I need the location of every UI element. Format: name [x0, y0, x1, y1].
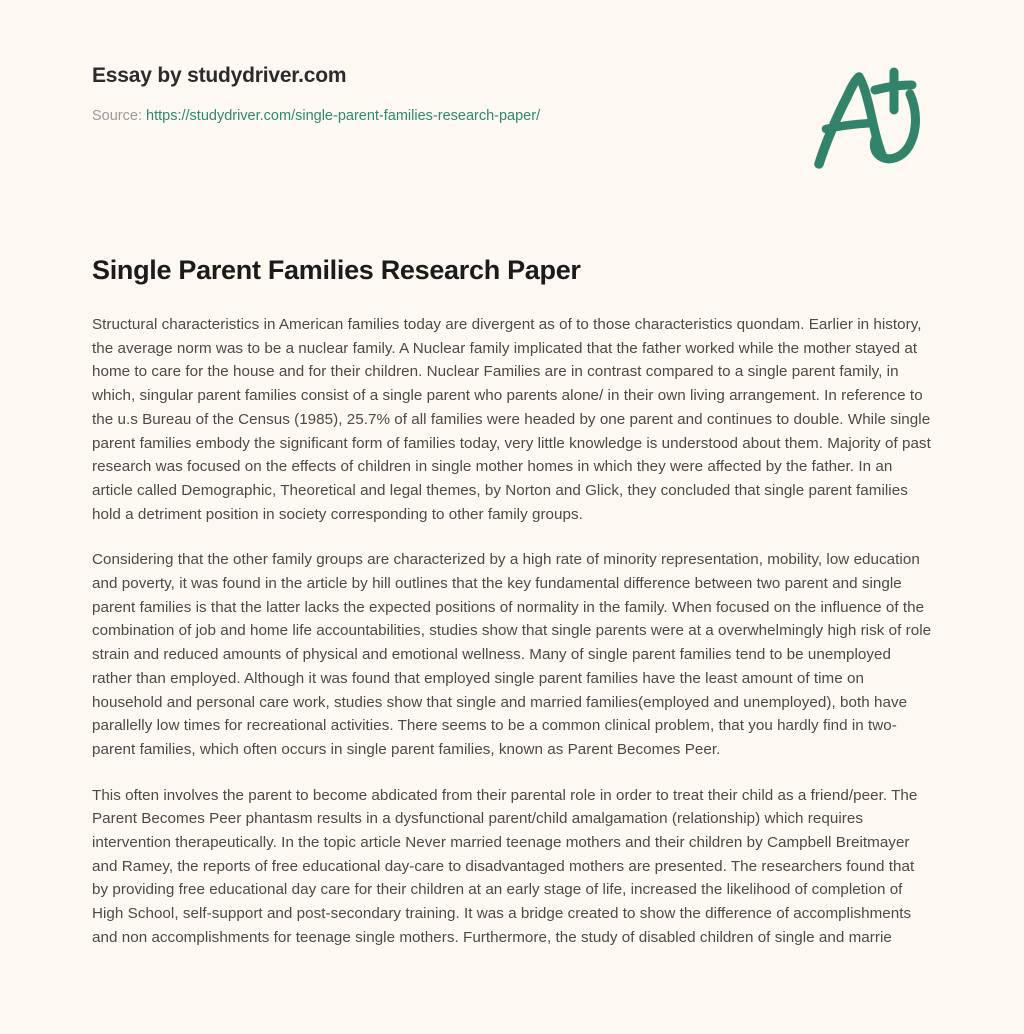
a-plus-logo-icon [806, 66, 924, 170]
header-text-block [92, 62, 772, 126]
paragraph: This often involves the parent to become abdicated from their parental role in order to treat their child as a friend/peer. The Parent Becomes Peer phantasm results in a dysfunctional parent/child amalgamation (relationship) which requires intervention therapeutically. In the topic article Never married teenage mothers and their children by Campbell Breitmayer and Ramey, the reports of free educational day-care to disadvantaged mothers are presented. The researchers found that by providing free educational day care for their children at an early stage of life, increased the likelihood of completion of High School, self-support and post-secondary training. It was a bridge created to show the difference of accomplishments and non accomplishments for teenage single mothers. Furthermore, the study of disabled children of single and marrie [92, 786, 918, 946]
essay-byline: Essay by studydriver.com [92, 64, 347, 87]
essay-body [92, 313, 934, 950]
paragraph: Structural characteristics in American families today are divergent as of to those characteristics quondam. Earlier in history, the average norm was to be a nuclear family. A Nuclear family implicated that the father worked while the mother stayed at home to care for the house and for their children. Nuclear Families are in contrast compared to a single parent family, in which, singular parent families consist of a single parent who parents alone/ in their own living arrangement. In reference to the u.s Bureau of the Census (1985), 25.7% of all families were headed by one parent and continues to double. While single parent families embody the significant form of families today, very little knowledge is understood about them. Majority of past research was focused on the effects of children in single mother homes in which they were affected by the father. In an article called Demographic, Theoretical and legal themes, by Norton and Glick, they concluded that single parent families hold a detriment position in society corresponding to other family groups. [92, 316, 931, 523]
source-label: Source: [92, 108, 142, 124]
paragraph: Considering that the other family groups are characterized by a high rate of minority representation, mobility, low education and poverty, it was found in the article by hill outlines that the key fundamental difference between two parent and single parent families is that the latter lacks the expected positions of normality in the family. When focused on the influence of the combination of job and home life accountabilities, studies show that single parents were at a overwhelmingly high risk of role strain and reduced amounts of physical and emotional wellness. Many of single parent families tend to be unemployed rather than employed. Although it was found that employed single parent families have the least amount of time on household and personal care work, studies show that single and married families(employed and unemployed), both have parallelly low times for recreational activities. There seems to be a common clinical problem, that you hardly find in two-parent families, which often occurs in single parent families, known as Parent Becomes Peer. [92, 551, 932, 758]
source-url-link[interactable]: https://studydriver.com/single-parent-families-research-paper/ [146, 108, 541, 124]
source-line [92, 106, 772, 126]
page-title: Single Parent Families Research Paper [92, 255, 581, 285]
page-header [0, 0, 1024, 200]
studydriver-logo [806, 66, 924, 170]
